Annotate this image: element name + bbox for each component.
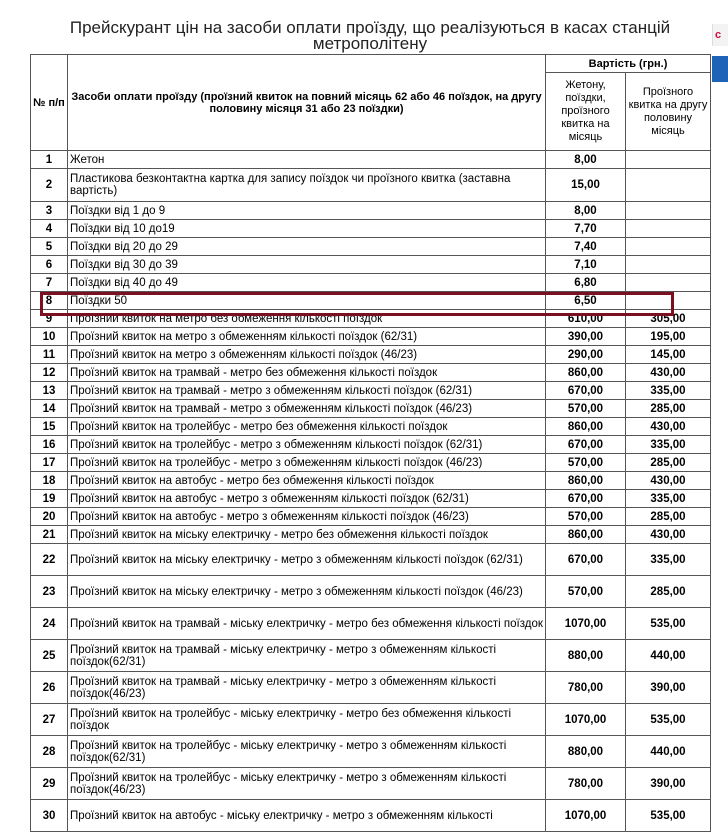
table-row	[31, 310, 711, 328]
row-price-half: 390,00	[626, 672, 711, 704]
row-price-month: 15,00	[546, 169, 626, 202]
table-row	[31, 544, 711, 576]
row-price-half: 305,00	[626, 310, 711, 328]
row-number: 14	[31, 400, 68, 418]
row-number: 2	[31, 169, 68, 202]
table-row	[31, 768, 711, 800]
header-num: № п/п	[31, 55, 68, 151]
row-price-half: 335,00	[626, 436, 711, 454]
row-description: Поїздки 50	[68, 292, 546, 310]
row-price-half	[626, 220, 711, 238]
row-price-half	[626, 292, 711, 310]
row-price-half: 335,00	[626, 382, 711, 400]
row-number: 24	[31, 608, 68, 640]
row-price-month: 670,00	[546, 436, 626, 454]
row-price-month: 570,00	[546, 508, 626, 526]
table-row	[31, 220, 711, 238]
row-price-half: 430,00	[626, 364, 711, 382]
row-description: Поїздки від 30 до 39	[68, 256, 546, 274]
row-description: Пластикова безконтактна картка для запису поїздок чи проїзного квитка (заставна вартість)	[68, 169, 546, 202]
table-row	[31, 382, 711, 400]
side-tab[interactable]: с	[712, 24, 728, 46]
row-price-month: 8,00	[546, 151, 626, 169]
table-row	[31, 400, 711, 418]
row-number: 21	[31, 526, 68, 544]
row-price-month: 780,00	[546, 768, 626, 800]
table-row	[31, 454, 711, 472]
row-number: 5	[31, 238, 68, 256]
row-number: 18	[31, 472, 68, 490]
row-description: Проїзний квиток на метро з обмеженням кількості поїздок (46/23)	[68, 346, 546, 364]
row-price-month: 1070,00	[546, 608, 626, 640]
row-price-month: 860,00	[546, 364, 626, 382]
row-price-half: 145,00	[626, 346, 711, 364]
row-price-half: 195,00	[626, 328, 711, 346]
row-number: 10	[31, 328, 68, 346]
row-price-month: 7,10	[546, 256, 626, 274]
row-price-month: 880,00	[546, 736, 626, 768]
row-number: 3	[31, 202, 68, 220]
row-price-half: 440,00	[626, 736, 711, 768]
table-row	[31, 704, 711, 736]
row-description: Жетон	[68, 151, 546, 169]
row-price-month: 670,00	[546, 382, 626, 400]
row-price-half: 285,00	[626, 508, 711, 526]
table-row	[31, 800, 711, 832]
row-price-half	[626, 151, 711, 169]
row-description: Проїзний квиток на автобус - метро без обмеження кількості поїздок	[68, 472, 546, 490]
table-row	[31, 238, 711, 256]
row-price-half	[626, 202, 711, 220]
table-row	[31, 151, 711, 169]
row-price-month: 1070,00	[546, 704, 626, 736]
table-row	[31, 640, 711, 672]
table-row	[31, 418, 711, 436]
row-number: 28	[31, 736, 68, 768]
table-row	[31, 490, 711, 508]
row-number: 16	[31, 436, 68, 454]
row-description: Проїзний квиток на автобус - метро з обмеженням кількості поїздок (62/31)	[68, 490, 546, 508]
table-row	[31, 608, 711, 640]
row-price-half: 535,00	[626, 608, 711, 640]
row-description: Проїзний квиток на міську електричку - метро без обмеження кількості поїздок	[68, 526, 546, 544]
table-row	[31, 169, 711, 202]
row-description: Проїзний квиток на трамвай - метро з обмеженням кількості поїздок (46/23)	[68, 400, 546, 418]
row-description: Проїзний квиток на тролейбус - міську електричку - метро без обмеження кількості поїздок	[68, 704, 546, 736]
row-price-month: 860,00	[546, 418, 626, 436]
row-description: Поїздки від 1 до 9	[68, 202, 546, 220]
price-table	[30, 54, 711, 832]
row-number: 22	[31, 544, 68, 576]
row-price-half: 390,00	[626, 768, 711, 800]
row-number: 13	[31, 382, 68, 400]
row-description: Проїзний квиток на тролейбус - метро без обмеження кількості поїздок	[68, 418, 546, 436]
row-number: 6	[31, 256, 68, 274]
row-price-month: 570,00	[546, 400, 626, 418]
row-description: Проїзний квиток на метро без обмеження кількості поїздок	[68, 310, 546, 328]
row-description: Поїздки від 20 до 29	[68, 238, 546, 256]
row-price-month: 7,40	[546, 238, 626, 256]
header-description: Засоби оплати проїзду (проїзний квиток на повний місяць 62 або 46 поїздок, на другу половину місяця 31 або 23 поїздки)	[68, 55, 546, 151]
table-row	[31, 292, 711, 310]
row-number: 20	[31, 508, 68, 526]
row-price-month: 570,00	[546, 576, 626, 608]
table-row	[31, 508, 711, 526]
row-price-half: 285,00	[626, 454, 711, 472]
row-price-month: 8,00	[546, 202, 626, 220]
table-row	[31, 672, 711, 704]
row-number: 12	[31, 364, 68, 382]
row-description: Проїзний квиток на метро з обмеженням кількості поїздок (62/31)	[68, 328, 546, 346]
row-number: 25	[31, 640, 68, 672]
row-price-half: 335,00	[626, 490, 711, 508]
row-number: 9	[31, 310, 68, 328]
row-price-month: 390,00	[546, 328, 626, 346]
row-description: Поїздки від 10 до19	[68, 220, 546, 238]
header-cost: Вартість (грн.)	[546, 55, 711, 73]
page-title: Прейскурант цін на засоби оплати проїзду, що реалізуються в касах станцій метрополітену	[69, 18, 671, 53]
side-panel-edge	[712, 24, 728, 84]
row-number: 27	[31, 704, 68, 736]
row-description: Проїзний квиток на автобус - метро з обмеженням кількості поїздок (46/23)	[68, 508, 546, 526]
row-description: Проїзний квиток на міську електричку - метро з обмеженням кількості поїздок (46/23)	[68, 576, 546, 608]
table-row	[31, 576, 711, 608]
header-half-month: Проїзного квитка на другу половину місяць	[626, 73, 711, 151]
row-description: Проїзний квиток на трамвай - метро без обмеження кількості поїздок	[68, 364, 546, 382]
row-price-month: 570,00	[546, 454, 626, 472]
row-description: Проїзний квиток на трамвай - міську електричку - метро з обмеженням кількості поїздок(62/31)	[68, 640, 546, 672]
header-month: Жетону, поїздки, проїзного квитка на місяць	[546, 73, 626, 151]
row-price-half: 535,00	[626, 704, 711, 736]
row-number: 19	[31, 490, 68, 508]
row-price-month: 860,00	[546, 526, 626, 544]
row-price-month: 6,50	[546, 292, 626, 310]
row-description: Проїзний квиток на автобус - міську електричку - метро з обмеженням кількості	[68, 800, 546, 832]
row-price-month: 670,00	[546, 490, 626, 508]
row-price-half: 285,00	[626, 400, 711, 418]
row-price-half: 430,00	[626, 526, 711, 544]
table-row	[31, 364, 711, 382]
row-price-month: 1070,00	[546, 800, 626, 832]
row-number: 15	[31, 418, 68, 436]
row-number: 29	[31, 768, 68, 800]
row-description: Проїзний квиток на трамвай - метро з обмеженням кількості поїздок (62/31)	[68, 382, 546, 400]
row-number: 1	[31, 151, 68, 169]
row-description: Проїзний квиток на трамвай - міську електричку - метро з обмеженням кількості поїздок(46/23)	[68, 672, 546, 704]
row-price-month: 670,00	[546, 544, 626, 576]
row-price-month: 780,00	[546, 672, 626, 704]
row-price-month: 610,00	[546, 310, 626, 328]
row-price-half: 430,00	[626, 418, 711, 436]
row-price-half	[626, 238, 711, 256]
row-price-half	[626, 169, 711, 202]
row-number: 26	[31, 672, 68, 704]
table-row	[31, 346, 711, 364]
table-row	[31, 256, 711, 274]
row-description: Проїзний квиток на трамвай - міську електричку - метро без обмеження кількості поїздок	[68, 608, 546, 640]
row-number: 4	[31, 220, 68, 238]
row-description: Проїзний квиток на тролейбус - міську електричку - метро з обмеженням кількості поїздок(62/31)	[68, 736, 546, 768]
row-description: Проїзний квиток на тролейбус - метро з обмеженням кількості поїздок (62/31)	[68, 436, 546, 454]
row-price-month: 290,00	[546, 346, 626, 364]
row-price-month: 7,70	[546, 220, 626, 238]
side-blue-button[interactable]	[712, 56, 728, 82]
row-description: Проїзний квиток на тролейбус - міську електричку - метро з обмеженням кількості поїздок(46/23)	[68, 768, 546, 800]
row-description: Проїзний квиток на тролейбус - метро з обмеженням кількості поїздок (46/23)	[68, 454, 546, 472]
table-row	[31, 202, 711, 220]
row-price-half: 335,00	[626, 544, 711, 576]
table-row	[31, 472, 711, 490]
row-price-month: 6,80	[546, 274, 626, 292]
row-number: 8	[31, 292, 68, 310]
row-number: 23	[31, 576, 68, 608]
table-row	[31, 274, 711, 292]
row-price-half: 285,00	[626, 576, 711, 608]
row-price-month: 860,00	[546, 472, 626, 490]
row-number: 11	[31, 346, 68, 364]
row-description: Проїзний квиток на міську електричку - метро з обмеженням кількості поїздок (62/31)	[68, 544, 546, 576]
row-price-half: 440,00	[626, 640, 711, 672]
table-row	[31, 436, 711, 454]
row-price-half: 535,00	[626, 800, 711, 832]
row-price-month: 880,00	[546, 640, 626, 672]
row-description: Поїздки від 40 до 49	[68, 274, 546, 292]
row-number: 7	[31, 274, 68, 292]
row-price-half	[626, 256, 711, 274]
row-number: 17	[31, 454, 68, 472]
row-number: 30	[31, 800, 68, 832]
price-table-body	[31, 151, 711, 832]
table-row	[31, 736, 711, 768]
table-row	[31, 526, 711, 544]
row-price-half: 430,00	[626, 472, 711, 490]
row-price-half	[626, 274, 711, 292]
table-row	[31, 328, 711, 346]
